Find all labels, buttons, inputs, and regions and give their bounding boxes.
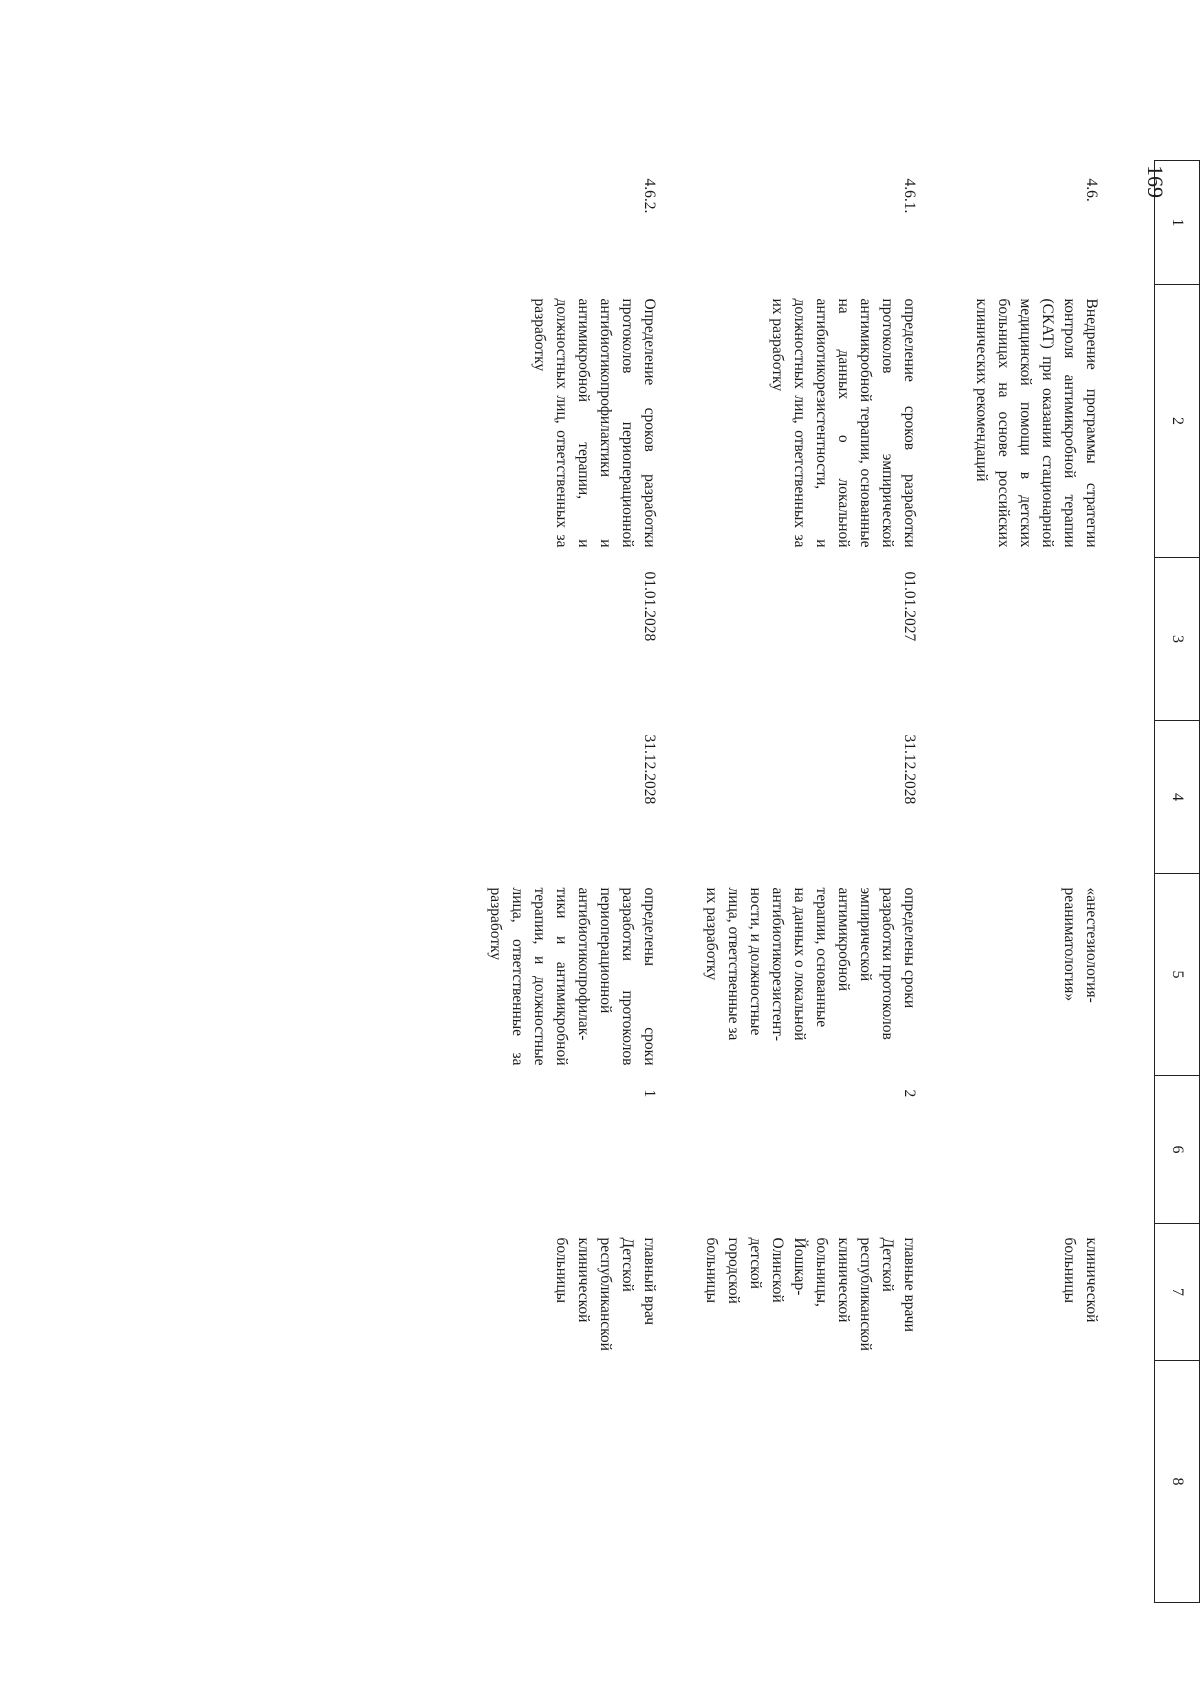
expected-result: определены сроки разработки протоколов периоперационной антибиотикопрофилак-тики и антимикробной терапии, и должностные лица, ответственные за разработку (487, 887, 658, 1066)
expected-result: «анестезиология- реаниматология» (1061, 887, 1100, 1003)
row-number: 4.6.2. (641, 178, 658, 214)
start-date: 01.01.2027 (901, 571, 918, 642)
column-header-3: 3 (1155, 558, 1200, 721)
end-date: 31.12.2028 (901, 734, 918, 805)
note (970, 1361, 1155, 1603)
column-header-2: 2 (1155, 285, 1200, 558)
responsible-person: клинической больницы (1061, 1237, 1100, 1323)
table-header-row (1155, 161, 1200, 1603)
responsible-person: главный врач Детской республиканской клинической больницы (553, 1237, 658, 1351)
note (484, 1361, 700, 1603)
document-sheet (165, 160, 1200, 1602)
column-header-6: 6 (1155, 1076, 1200, 1224)
indicator-count: 1 (641, 1089, 658, 1098)
start-date (970, 558, 1155, 721)
measure-name: определение сроков разработки протоколов эмпирической антимикробной терапии, основанные на данных о локальной антибиотикорезистентности, и должностных лиц, ответственных за их разработку (769, 298, 918, 548)
column-header-1: 1 (1155, 161, 1200, 285)
column-header-5: 5 (1155, 874, 1200, 1076)
indicator-count (970, 1076, 1155, 1224)
plan-table (484, 160, 1200, 1603)
table-row (484, 161, 700, 1603)
page-number: 169 (1143, 165, 1168, 198)
responsible-person: главные врачи Детской республиканской клинической больницы, Йошкар- Олинской детской городской больницы (703, 1237, 918, 1351)
row-number: 4.6.1. (901, 178, 918, 214)
column-header-8: 8 (1155, 1361, 1200, 1603)
indicator-count: 2 (901, 1089, 918, 1098)
start-date: 01.01.2028 (641, 571, 658, 642)
measure-name: Определение сроков разработки протоколов периоперационной антибиотикопрофилактики и антимикробной терапии, и должностных лиц, ответственных за разработку (531, 298, 658, 548)
expected-result: определены сроки разработки протоколов эмпирической антимикробной терапии, основанные на данных о локальной антибиотикорезистент- ности, и должностные лица, ответственные за их разработку (703, 887, 918, 1042)
column-header-7: 7 (1155, 1224, 1200, 1361)
measure-name: Внедрение программы стратегии контроля антимикробной терапии (СКАТ) при оказании стационарной медицинской помощи в детских больницах на основе российских клинических рекомендаций (973, 298, 1100, 548)
column-header-4: 4 (1155, 721, 1200, 874)
end-date (970, 721, 1155, 874)
table-row (970, 161, 1155, 1603)
row-number: 4.6. (1083, 178, 1100, 202)
table-row (700, 161, 970, 1603)
note (700, 1361, 970, 1603)
end-date: 31.12.2028 (641, 734, 658, 805)
